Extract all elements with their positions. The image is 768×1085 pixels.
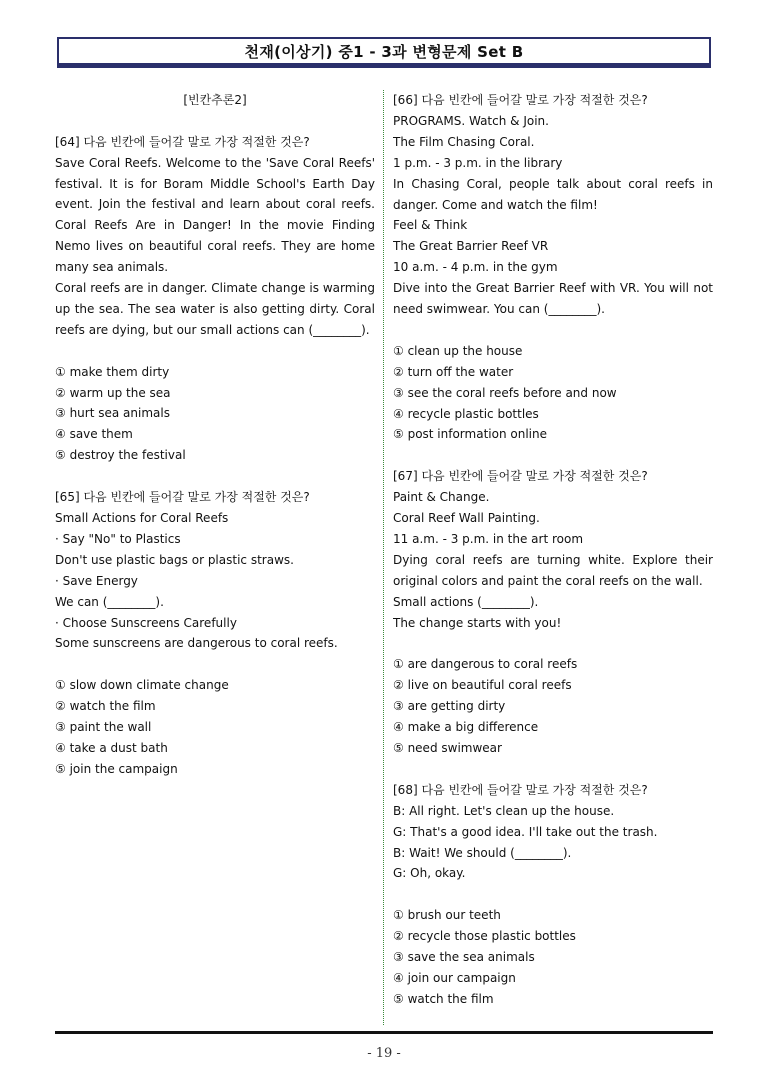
answer-option: ⑤ need swimwear	[393, 741, 502, 755]
passage-line: Don't use plastic bags or plastic straws.	[55, 552, 294, 567]
passage-line: original colors and paint the coral reefs on the wall.	[393, 573, 703, 588]
dialogue-line: B: Wait! We should (________).	[393, 845, 572, 860]
passage-line: · Choose Sunscreens Carefully	[55, 615, 237, 630]
passage-line: The Film Chasing Coral.	[393, 134, 535, 149]
question-68	[393, 780, 713, 1010]
passage-line: many sea animals.	[55, 260, 169, 275]
answer-option: ② live on beautiful coral reefs	[393, 678, 572, 693]
passage-line: Small actions (________).	[393, 594, 539, 609]
passage-line: Paint & Change.	[393, 490, 490, 505]
passage-line: event. Join the festival and learn about coral reefs.	[55, 197, 375, 212]
answer-option: ④ take a dust bath	[55, 740, 168, 755]
answer-option: ② recycle those plastic bottles	[393, 929, 576, 944]
passage-line: The Great Barrier Reef VR	[393, 239, 549, 254]
answer-option: ④ recycle plastic bottles	[393, 406, 539, 421]
question-67	[393, 466, 713, 759]
column-divider	[383, 90, 384, 1025]
answer-option: ① slow down climate change	[55, 678, 229, 693]
section-label: [빈칸추론2]	[183, 93, 247, 107]
question-number: [67] 다음 빈칸에 들어갈 말로 가장 적절한 것은?	[393, 469, 648, 484]
answer-option: ① brush our teeth	[393, 908, 501, 923]
passage-line: In Chasing Coral, people talk about coral reefs in	[393, 176, 713, 191]
title-text: 천재(이상기) 중1 - 3과 변형문제 Set B	[244, 42, 524, 61]
answer-option: ② turn off the water	[393, 364, 514, 379]
question-65	[55, 487, 375, 780]
question-number: [68] 다음 빈칸에 들어갈 말로 가장 적절한 것은?	[393, 782, 648, 797]
answer-option: ⑤ watch the film	[393, 991, 494, 1006]
passage-line: Feel & Think	[393, 218, 468, 233]
left-column	[55, 90, 375, 780]
question-66	[393, 90, 713, 445]
answer-option: ③ paint the wall	[55, 720, 152, 735]
answer-option: ⑤ join the campaign	[55, 761, 178, 776]
question-64	[55, 132, 375, 466]
passage-line: need swimwear. You can (________).	[393, 302, 605, 317]
page-number: - 19 -	[367, 1046, 401, 1061]
answer-option: ③ hurt sea animals	[55, 406, 170, 421]
answer-option: ③ see the coral reefs before and now	[393, 385, 617, 400]
answer-option: ③ save the sea animals	[393, 950, 535, 965]
passage-line: Coral reefs are in danger. Climate change is warming	[55, 281, 375, 296]
question-number: [66] 다음 빈칸에 들어갈 말로 가장 적절한 것은?	[393, 93, 648, 107]
passage-line: Save Coral Reefs. Welcome to the 'Save Coral Reefs'	[55, 155, 375, 170]
dialogue-line: B: All right. Let's clean up the house.	[393, 803, 615, 818]
passage-line: Coral Reefs Are in Danger! In the movie Finding	[55, 218, 375, 233]
passage-line: The change starts with you!	[393, 615, 562, 630]
question-number: [64] 다음 빈칸에 들어갈 말로 가장 적절한 것은?	[55, 134, 310, 149]
passage-line: · Save Energy	[55, 573, 138, 588]
dialogue-line: G: Oh, okay.	[393, 866, 466, 881]
answer-option: ② watch the film	[55, 699, 156, 714]
passage-line: festival. It is for Boram Middle School's Earth Day	[55, 176, 375, 191]
passage-line: 10 a.m. - 4 p.m. in the gym	[393, 260, 558, 275]
answer-option: ⑤ post information online	[393, 427, 547, 442]
passage-line: · Say "No" to Plastics	[55, 531, 181, 546]
passage-line: up the sea. The sea water is also getting dirty. Coral	[55, 301, 375, 316]
answer-option: ① are dangerous to coral reefs	[393, 657, 578, 672]
passage-line: Some sunscreens are dangerous to coral reefs.	[55, 636, 338, 651]
dialogue-line: G: That's a good idea. I'll take out the trash.	[393, 824, 658, 839]
passage-line: danger. Come and watch the film!	[393, 197, 598, 212]
page-title	[57, 37, 711, 65]
question-number: [65] 다음 빈칸에 들어갈 말로 가장 적절한 것은?	[55, 490, 310, 505]
answer-option: ④ join our campaign	[393, 970, 516, 985]
answer-option: ① make them dirty	[55, 364, 170, 379]
bottom-rule	[55, 1031, 713, 1034]
passage-line: Coral Reef Wall Painting.	[393, 511, 540, 526]
passage-line: 1 p.m. - 3 p.m. in the library	[393, 155, 563, 170]
answer-option: ④ save them	[55, 427, 133, 442]
answer-option: ④ make a big difference	[393, 720, 539, 735]
answer-option: ② warm up the sea	[55, 385, 171, 400]
passage-line: reefs are dying, but our small actions can (________).	[55, 322, 370, 337]
passage-line: Nemo lives on beautiful coral reefs. They are home	[55, 239, 375, 254]
passage-line: 11 a.m. - 3 p.m. in the art room	[393, 531, 584, 546]
passage-line: PROGRAMS. Watch & Join.	[393, 113, 549, 128]
answer-option: ⑤ destroy the festival	[55, 448, 186, 463]
passage-line: Dive into the Great Barrier Reef with VR. You will not	[393, 281, 713, 296]
answer-option: ③ are getting dirty	[393, 699, 506, 714]
passage-line: Small Actions for Coral Reefs	[55, 510, 229, 525]
passage-line: Dying coral reefs are turning white. Explore their	[393, 552, 713, 567]
right-column	[393, 90, 713, 1010]
answer-option: ① clean up the house	[393, 343, 523, 358]
passage-line: We can (________).	[55, 594, 164, 609]
